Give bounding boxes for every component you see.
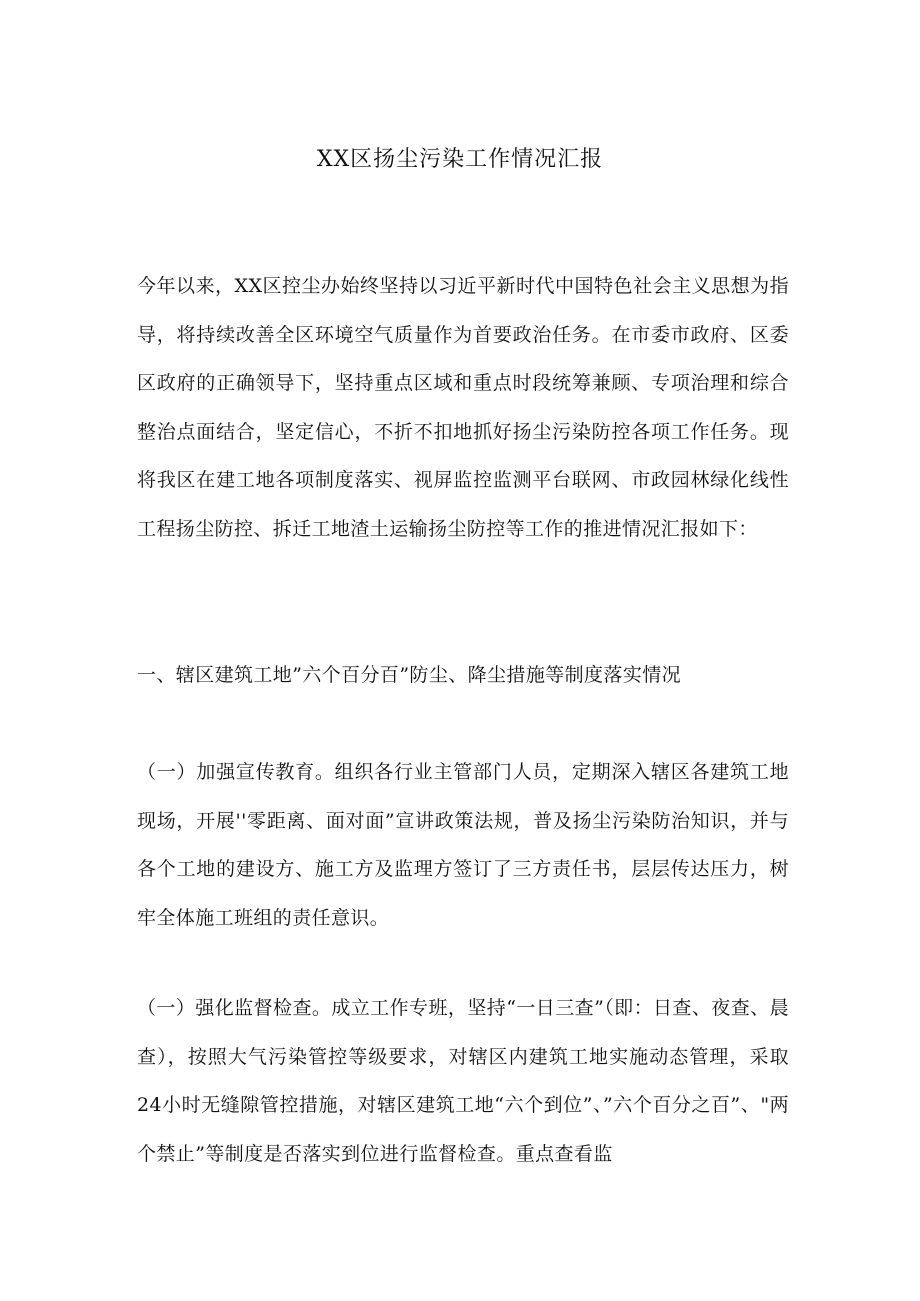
section-heading-1: 一、辖区建筑工地”六个百分百”防尘、降尘措施等制度落实情况 <box>137 664 682 686</box>
section-paragraph-education: （一）加强宣传教育。组织各行业主管部门人员，定期深入辖区各建筑工地现场，开展''零距离、面对面”宣讲政策法规，普及扬尘污染防治知识，并与各个工地的建设方、施工方及监理方签订了三方责任书，层层传达压力，树牢全体施工班组的责任意识。 <box>137 761 789 929</box>
section-paragraph-inspection: （一）强化监督检查。成立工作专班，坚持“一日三查”（即：日查、夜查、晨查），按照大气污染管控等级要求，对辖区内建筑工地实施动态管理，采取24小时无缝隙管控措施，对辖区建筑工地“六个到位”、”六个百分之百”、"两个禁止”等制度是否落实到位进行监督检查。重点查看监 <box>137 997 789 1165</box>
intro-paragraph: 今年以来，XX区控尘办始终坚持以习近平新时代中国特色社会主义思想为指导，将持续改善全区环境空气质量作为首要政治任务。在市委市政府、区委区政府的正确领导下，坚持重点区域和重点时段统筹兼顾、专项治理和综合整治点面结合，坚定信心，不折不扣地抓好扬尘污染防控各项工作任务。现将我区在建工地各项制度落实、视屏监控监测平台联网、市政园林绿化线性工程扬尘防控、拆迁工地渣土运输扬尘防控等工作的推进情况汇报如下： <box>137 275 789 540</box>
document-title: XX区扬尘污染工作情况汇报 <box>316 147 604 172</box>
